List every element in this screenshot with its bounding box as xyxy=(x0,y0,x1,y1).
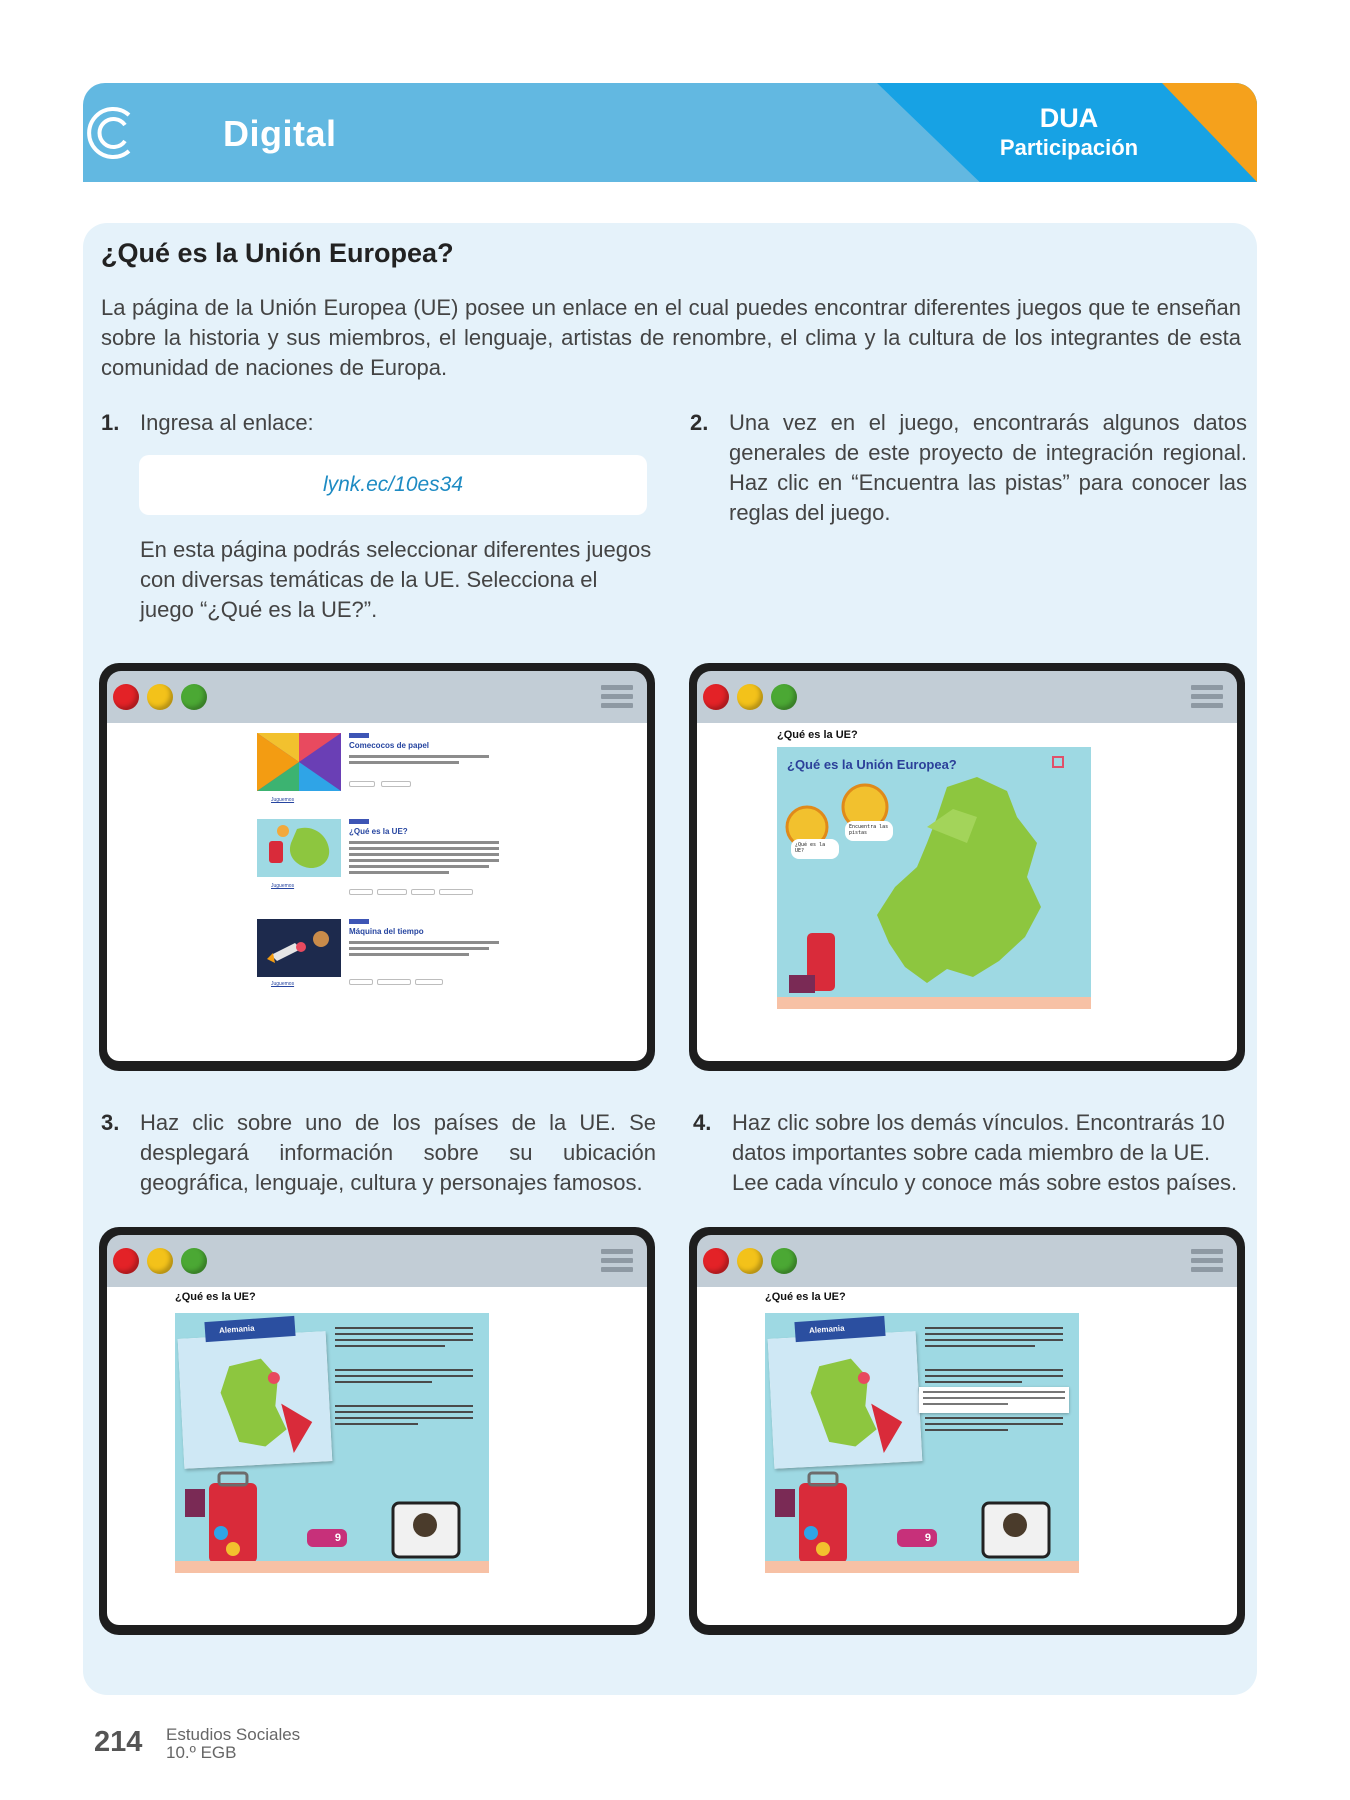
close-dot-icon xyxy=(703,1248,729,1274)
browser-toolbar xyxy=(697,1235,1237,1287)
country-info-text xyxy=(925,1327,1063,1435)
germany-map-icon xyxy=(178,1331,333,1469)
close-dot-icon xyxy=(113,1248,139,1274)
minimize-dot-icon xyxy=(737,1248,763,1274)
browser-toolbar xyxy=(107,671,647,723)
section-header xyxy=(83,83,1257,182)
step-2-number: 2. xyxy=(690,410,709,435)
maximize-dot-icon xyxy=(181,1248,207,1274)
game-link[interactable]: lynk.ec/10es34 xyxy=(322,473,464,496)
maximize-dot-icon xyxy=(771,1248,797,1274)
country-panel xyxy=(765,1313,1079,1573)
browser-screen xyxy=(107,1287,647,1625)
clues-badge[interactable]: 9 xyxy=(897,1529,937,1547)
speech-bubble-right[interactable]: Encuentra las pistas xyxy=(845,821,893,841)
hamburger-menu-icon xyxy=(1191,685,1223,709)
hamburger-menu-icon xyxy=(601,685,633,709)
game-title: ¿Qué es la UE? xyxy=(349,827,408,836)
page-number: 214 xyxy=(94,1726,143,1758)
dua-subtitle: Participación xyxy=(999,135,1139,160)
hamburger-menu-icon xyxy=(1191,1249,1223,1273)
map-heading: ¿Qué es la Unión Europea? xyxy=(787,757,957,772)
eu-game-thumbnail-icon xyxy=(257,819,341,877)
game-page-title: ¿Qué es la UE? xyxy=(777,729,858,741)
maximize-dot-icon xyxy=(181,684,207,710)
digital-logo-icon xyxy=(85,103,141,163)
speech-bubble-left: ¿Qué es la UE? xyxy=(791,839,839,859)
info-popup[interactable] xyxy=(919,1387,1069,1413)
eu-map-panel xyxy=(777,747,1091,1009)
suitcase-and-camera-icon xyxy=(175,1463,489,1573)
browser-toolbar xyxy=(697,671,1237,723)
game-page-title: ¿Qué es la UE? xyxy=(175,1291,256,1303)
footer-subject xyxy=(166,1726,300,1762)
activity-title: ¿Qué es la Unión Europea? xyxy=(101,238,454,268)
paper-game-thumbnail-icon xyxy=(257,733,341,791)
close-dot-icon xyxy=(703,684,729,710)
section-title: Digital xyxy=(223,113,337,154)
browser-screen xyxy=(697,1287,1237,1625)
europe-map-icon xyxy=(777,747,1091,1009)
activity-intro: La página de la Unión Europea (UE) posee un enlace en el cual puedes encontrar diferentes juegos que te enseñan sobre la historia y sus miembros, el lenguaje, artistas de renombre, el clima y la cultura de los integrantes de esta comunidad de naciones de Europa. xyxy=(101,295,1241,380)
game-title: Comecocos de papel xyxy=(349,741,430,750)
screenshot-games-list xyxy=(99,663,655,1071)
game-title: Máquina del tiempo xyxy=(349,927,424,936)
country-map-card xyxy=(178,1331,333,1469)
screenshot-country-detail-expanded xyxy=(689,1227,1245,1635)
step-1-text: Ingresa al enlace: xyxy=(140,410,314,435)
minimize-dot-icon xyxy=(147,1248,173,1274)
country-ribbon: Alemania xyxy=(204,1316,295,1342)
minimize-dot-icon xyxy=(737,684,763,710)
dua-title: DUA xyxy=(1039,103,1099,133)
close-dot-icon xyxy=(113,684,139,710)
step-4-number: 4. xyxy=(693,1110,712,1135)
minimize-dot-icon xyxy=(147,684,173,710)
country-panel xyxy=(175,1313,489,1573)
dua-label xyxy=(979,103,1159,162)
maximize-dot-icon xyxy=(771,684,797,710)
browser-screen xyxy=(697,723,1237,1061)
germany-map-icon xyxy=(768,1331,923,1469)
country-map-card xyxy=(768,1331,923,1469)
clues-badge[interactable]: 9 xyxy=(307,1529,347,1547)
step-2-text: Una vez en el juego, encontrarás algunos datos generales de este proyecto de integración regional. Haz clic en “Encuentra las pistas” para conocer las reglas del juego. xyxy=(729,410,1247,525)
hamburger-menu-icon xyxy=(601,1249,633,1273)
country-info-text xyxy=(335,1327,473,1429)
browser-screen: Comecocos de papel Juguemos ¿Qué es la UE? Juguemos Máquina del tiempo Juguemos xyxy=(107,723,647,1061)
link-box[interactable] xyxy=(139,455,647,515)
screenshot-country-detail xyxy=(99,1227,655,1635)
step-1-followup: En esta página podrás seleccionar diferentes juegos con diversas temáticas de la UE. Selecciona el juego “¿Qué es la UE?”. xyxy=(140,537,652,622)
subject-name: Estudios Sociales xyxy=(166,1725,301,1744)
browser-toolbar xyxy=(107,1235,647,1287)
grade-level: 10.º EGB xyxy=(166,1743,237,1762)
time-machine-thumbnail-icon xyxy=(257,919,341,977)
step-3-number: 3. xyxy=(101,1110,120,1135)
step-3-text: Haz clic sobre uno de los países de la UE. Se desplegará información sobre su ubicación geográfica, lenguaje, cultura y personajes famosos. xyxy=(140,1110,656,1195)
screenshot-game-start xyxy=(689,663,1245,1071)
suitcase-and-camera-icon xyxy=(765,1463,1079,1573)
step-1-number: 1. xyxy=(101,410,120,435)
game-page-title: ¿Qué es la UE? xyxy=(765,1291,846,1303)
step-4-text: Haz clic sobre los demás vínculos. Encontrarás 10 datos importantes sobre cada miembro de la UE. Lee cada vínculo y conoce más sobre estos países. xyxy=(732,1110,1238,1195)
country-ribbon: Alemania xyxy=(794,1316,885,1342)
